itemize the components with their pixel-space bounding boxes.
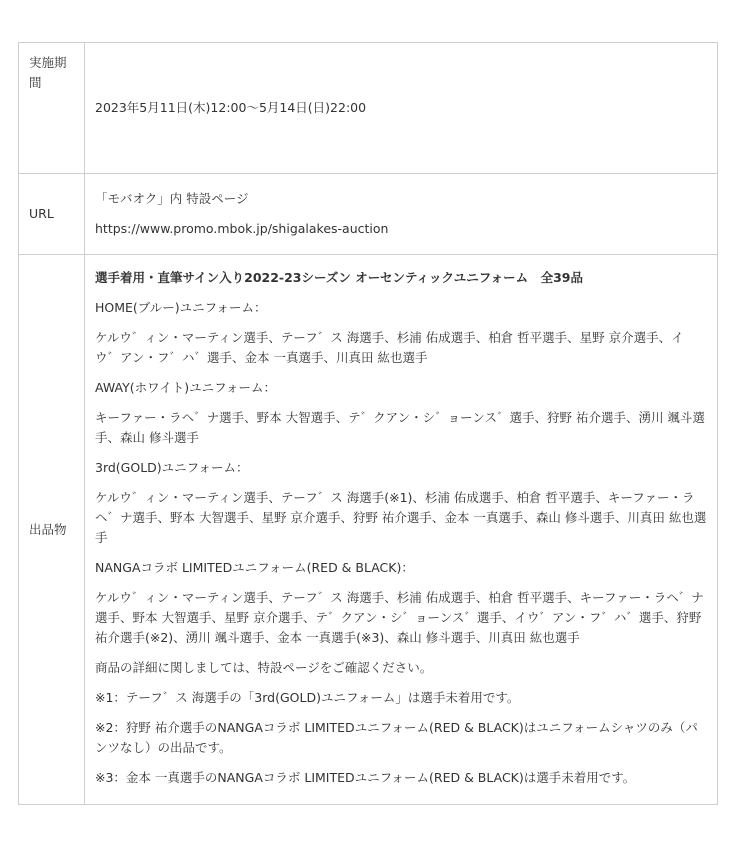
- url-label: URL: [19, 174, 85, 255]
- home-uniform-title: HOME(ブルー)ユニフォーム：: [95, 299, 267, 315]
- period-row: [19, 43, 718, 174]
- items-value-cell: [85, 255, 718, 805]
- home-uniform-players: ケルウ゛ィン・マーティン選手、テーフ゛ス 海選手、杉浦 佑成選手、柏倉 哲平選手、星野 京介選手、イウ゛アン・フ゛ハ゛選手、金本 一真選手、川真田 紘也選手: [95, 329, 684, 365]
- url-link[interactable]: https://www.promo.mbok.jp/shigalakes-auction: [95, 221, 389, 236]
- away-uniform-title: AWAY(ホワイト)ユニフォーム：: [95, 379, 277, 395]
- footnote-2: ※2：狩野 祐介選手のNANGAコラボ LIMITEDユニフォーム(RED & BLACK)はユニフォームシャツのみ（パンツなし）の出品です。: [95, 719, 698, 755]
- period-value: 2023年5月11日(木)12:00〜5月14日(日)22:00: [95, 100, 367, 115]
- period-label: 実施期間: [19, 43, 85, 174]
- items-list: [95, 260, 707, 800]
- details-note: 商品の詳細に関しましては、特設ページをご確認ください。: [95, 659, 433, 675]
- items-headline: 選手着用・直筆サイン入り2022-23シーズン オーセンティックユニフォーム 全39品: [95, 269, 583, 285]
- url-row: [19, 174, 718, 255]
- footnote-3: ※3：金本 一真選手のNANGAコラボ LIMITEDユニフォーム(RED & BLACK)は選手未着用です。: [95, 769, 636, 785]
- url-page-name: 「モバオク」内 特設ページ: [95, 191, 249, 206]
- items-label: 出品物: [19, 255, 85, 805]
- items-row: [19, 255, 718, 805]
- url-value-cell: [85, 174, 718, 255]
- period-value-cell: [85, 43, 718, 174]
- nanga-uniform-players: ケルウ゛ィン・マーティン選手、テーフ゛ス 海選手、杉浦 佑成選手、柏倉 哲平選手、キーファー・ラヘ゛ナ選手、野本 大智選手、星野 京介選手、テ゛クアン・シ゛ョーンス゛選手、イウ゛アン・フ゛ハ゛選手、狩野 祐介選手(※2)、湧川 颯斗選手、金本 一真選手(※3)、森山 修斗選手、川真田 紘也選手: [95, 589, 704, 645]
- third-uniform-players: ケルウ゛ィン・マーティン選手、テーフ゛ス 海選手(※1)、杉浦 佑成選手、柏倉 哲平選手、キーファー・ラヘ゛ナ選手、野本 大智選手、星野 京介選手、狩野 祐介選手、金本 一真選手、森山 修斗選手、川真田 紘也選手: [95, 489, 707, 545]
- auction-info-table: [18, 42, 718, 805]
- footnote-1: ※1：テーフ゛ス 海選手の「3rd(GOLD)ユニフォーム」は選手未着用です。: [95, 689, 520, 705]
- nanga-uniform-title: NANGAコラボ LIMITEDユニフォーム(RED & BLACK)：: [95, 559, 414, 575]
- away-uniform-players: キーファー・ラヘ゛ナ選手、野本 大智選手、テ゛クアン・シ゛ョーンス゛選手、狩野 祐介選手、湧川 颯斗選手、森山 修斗選手: [95, 409, 705, 445]
- third-uniform-title: 3rd(GOLD)ユニフォーム：: [95, 459, 249, 475]
